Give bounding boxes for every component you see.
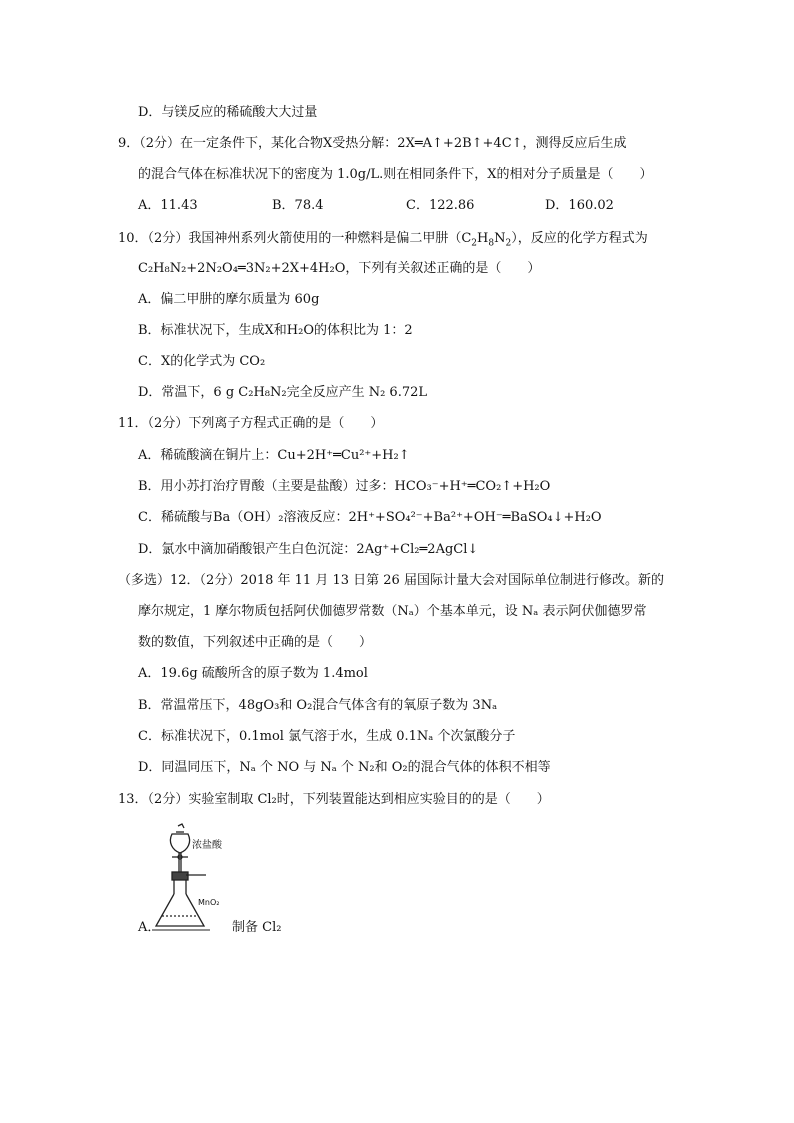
q11-stem: 11．（2分）下列离子方程式正确的是（ ）	[118, 416, 384, 431]
q10-option-b: B．标准状况下，生成X和H₂O的体积比为 1：2	[138, 323, 413, 338]
q12-stem-line3: 数的数值，下列叙述中正确的是（ ）	[138, 635, 373, 650]
q9-stem-line2: 的混合气体在标准状况下的密度为 1.0g/L.则在相同条件下，X的相对分子质量是（ ）	[138, 167, 653, 182]
q9-option-a: A．11.43	[138, 198, 198, 213]
q13-option-a-text: 制备 Cl₂	[232, 920, 282, 935]
rubber-stopper	[172, 872, 188, 880]
q10-stem-line1: 10．（2分）我国神州系列火箭使用的一种燃料是偏二甲肼$(C_2H_8N_2)$，反应的化学方程式为	[118, 231, 648, 249]
q13-option-a-label: A．	[138, 920, 161, 935]
q11-option-c: C．稀硫酸与Ba（OH）₂溶液反应：2H⁺+SO₄²⁻+Ba²⁺+OH⁻═BaSO₄↓+H₂O	[138, 510, 602, 525]
q11-option-a: A．稀硫酸滴在铜片上：Cu+2H⁺═Cu²⁺+H₂↑	[138, 448, 410, 463]
q9-option-d: D．160.02	[545, 198, 614, 213]
q12-stem-line2: 摩尔规定，1 摩尔物质包括阿伏伽德罗常数（Nₐ）个基本单元，设 Nₐ 表示阿伏伽德罗常	[138, 604, 647, 619]
q9-option-c: C．122.86	[406, 198, 475, 213]
funnel-stopper	[178, 824, 184, 828]
q12-stem-line1: （多选）12．（2分）2018 年 11 月 13 日第 26 届国际计量大会对国际单位制进行修改。新的	[118, 573, 664, 588]
q10-stem-line2: C₂H₈N₂+2N₂O₄═3N₂+2X+4H₂O，下列有关叙述正确的是（ ）	[138, 261, 541, 276]
label-concentrated-hcl: 浓盐酸	[192, 840, 222, 851]
q12-option-c: C．标准状况下，0.1mol 氯气溶于水，生成 0.1Nₐ 个次氯酸分子	[138, 729, 516, 744]
q12-option-b: B．常温常压下，48gO₃和 O₂混合气体含有的氧原子数为 3Nₐ	[138, 698, 498, 713]
q13-stem: 13．（2分）实验室制取 Cl₂时，下列装置能达到相应实验目的的是（ ）	[118, 792, 550, 807]
q12-option-d: D．同温同压下，Nₐ 个 NO 与 Nₐ 个 N₂和 O₂的混合气体的体积不相等	[138, 760, 551, 775]
conical-flask	[156, 894, 204, 926]
q12-option-a: A．19.6g 硫酸所含的原子数为 1.4mol	[138, 666, 368, 681]
q10-option-c: C．X的化学式为 CO₂	[138, 354, 266, 369]
q11-option-b: B．用小苏打治疗胃酸（主要是盐酸）过多：HCO₃⁻+H⁺═CO₂↑+H₂O	[138, 479, 551, 494]
separatory-funnel	[170, 834, 189, 853]
q8-option-d: D．与镁反应的稀硫酸大大过量	[138, 105, 318, 120]
q10-option-a: A．偏二甲肼的摩尔质量为 60g	[138, 292, 320, 307]
q9-stem-line1: 9．（2分）在一定条件下，某化合物X受热分解：2X═A↑+2B↑+4C↑，测得反应后生成	[118, 136, 627, 151]
q9-option-b: B．78.4	[272, 198, 324, 213]
q10-option-d: D．常温下，6 g C₂H₈N₂完全反应产生 N₂ 6.72L	[138, 385, 428, 400]
q11-option-d: D．氯水中滴加硝酸银产生白色沉淀：2Ag⁺+Cl₂═2AgCl↓	[138, 542, 479, 557]
label-mno2: MnO₂	[198, 898, 220, 907]
